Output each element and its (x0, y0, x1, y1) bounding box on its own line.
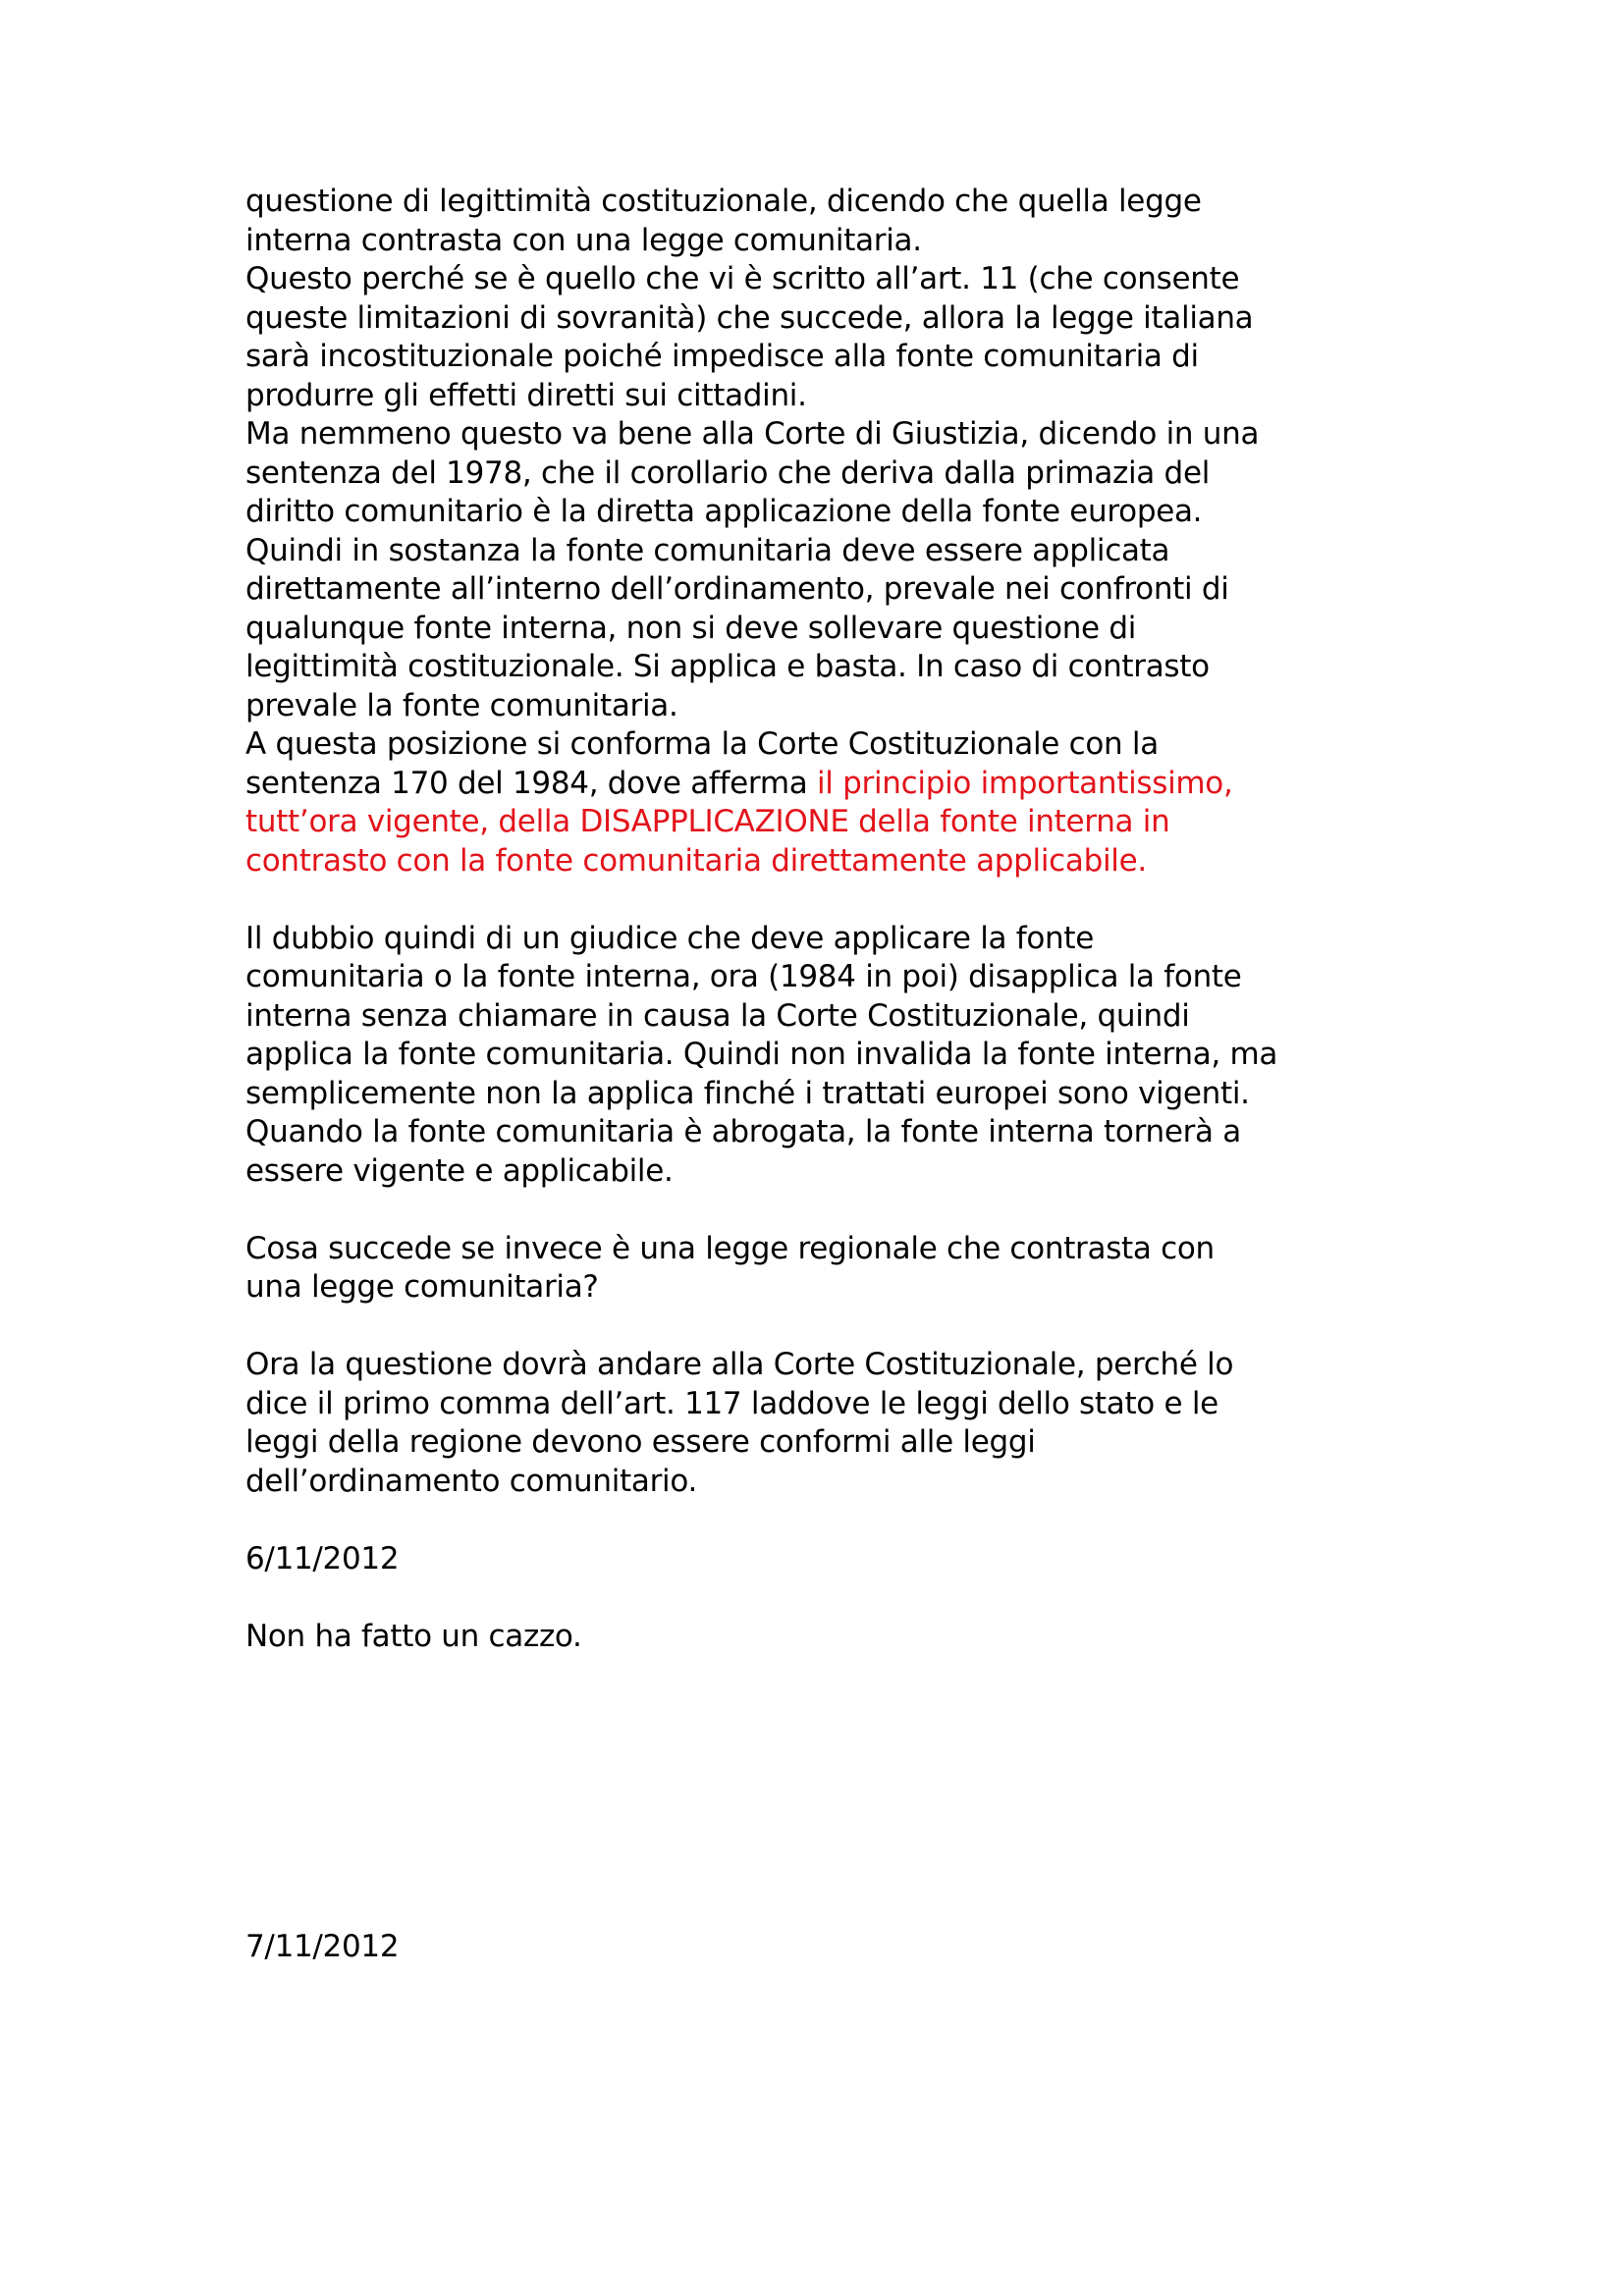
blank-line (245, 1695, 1512, 1735)
note-line: Non ha fatto un cazzo. (245, 1618, 582, 1654)
blank-line (245, 881, 1512, 920)
paragraph-disapplicazione (245, 725, 1512, 881)
text-line: comunitaria o la fonte interna, ora (1984 in poi) disapplica la fonte (245, 959, 1242, 994)
text-line: dice il primo comma dell’art. 117 laddove le leggi dello stato e le (245, 1385, 1218, 1421)
text-line: Questo perché se è quello che vi è scritto all’art. 11 (che consente (245, 261, 1240, 296)
text-line: Ora la questione dovrà andare alla Corte Costituzionale, perché lo (245, 1347, 1234, 1382)
paragraph-art-117 (245, 1346, 1512, 1501)
text-line: sarà incostituzionale poiché impedisce alla fonte comunitaria di (245, 339, 1199, 374)
text-line: Quindi in sostanza la fonte comunitaria deve essere applicata (245, 532, 1170, 568)
text-line: Ma nemmeno questo va bene alla Corte di Giustizia, dicendo in una (245, 416, 1260, 452)
text-line: questione di legittimità costituzionale, dicendo che quella legge (245, 184, 1202, 219)
paragraph-domanda-legge-regionale (245, 1230, 1512, 1308)
text-line: una legge comunitaria? (245, 1269, 599, 1305)
text-line: direttamente all’interno dell’ordinamento, prevale nei confronti di (245, 571, 1229, 607)
highlighted-text-line: contrasto con la fonte comunitaria direttamente applicabile. (245, 842, 1147, 879)
blank-line (245, 1773, 1512, 1812)
paragraph-corte-giustizia (245, 415, 1512, 725)
text-line: semplicemente non la applica finché i trattati europei sono vigenti. (245, 1075, 1250, 1111)
blank-line (245, 1850, 1512, 1890)
blank-line (245, 1734, 1512, 1773)
text-line: dell’ordinamento comunitario. (245, 1463, 698, 1499)
text-line: Cosa succede se invece è una legge regionale che contrasta con (245, 1230, 1215, 1266)
text-line: interna contrasta con una legge comunitaria. (245, 222, 922, 258)
text-line: interna senza chiamare in causa la Corte Costituzionale, quindi (245, 997, 1190, 1034)
date-line: 6/11/2012 (245, 1540, 400, 1576)
text-segment: sentenza 170 del 1984, dove afferma (245, 765, 817, 801)
blank-line (245, 1578, 1512, 1618)
blank-line (245, 1889, 1512, 1928)
document-text (245, 183, 1512, 1966)
blank-line (245, 1811, 1512, 1850)
paragraph-legittimita (245, 183, 1512, 415)
text-line: produrre gli effetti diretti sui cittadini. (245, 377, 807, 413)
highlighted-text: il principio importantissimo, (816, 765, 1233, 801)
text-line: diritto comunitario è la diretta applicazione della fonte europea. (245, 494, 1203, 529)
text-line: leggi della regione devono essere conformi alle leggi (245, 1424, 1036, 1460)
text-line: prevale la fonte comunitaria. (245, 687, 678, 723)
blank-line (245, 1501, 1512, 1540)
text-line (245, 765, 1512, 804)
text-line: sentenza del 1978, che il corollario che deriva dalla primazia del (245, 454, 1211, 491)
blank-line (245, 1308, 1512, 1347)
blank-line (245, 1191, 1512, 1230)
text-line: Quando la fonte comunitaria è abrogata, la fonte interna tornerà a (245, 1114, 1241, 1149)
text-line: legittimità costituzionale. Si applica e basta. In caso di contrasto (245, 649, 1210, 684)
text-line: A questa posizione si conforma la Corte Costituzionale con la (245, 726, 1159, 762)
text-line: qualunque fonte interna, non si deve sollevare questione di (245, 610, 1137, 646)
text-line: queste limitazioni di sovranità) che succede, allora la legge italiana (245, 299, 1254, 336)
text-line: Il dubbio quindi di un giudice che deve applicare la fonte (245, 920, 1095, 956)
date-line: 7/11/2012 (245, 1928, 400, 1964)
text-line: essere vigente e applicabile. (245, 1152, 674, 1189)
text-line: applica la fonte comunitaria. Quindi non invalida la fonte interna, ma (245, 1037, 1278, 1072)
highlighted-text-line: tutt’ora vigente, della DISAPPLICAZIONE della fonte interna in (245, 804, 1170, 839)
paragraph-dubbio-giudice (245, 920, 1512, 1192)
blank-line (245, 1656, 1512, 1695)
